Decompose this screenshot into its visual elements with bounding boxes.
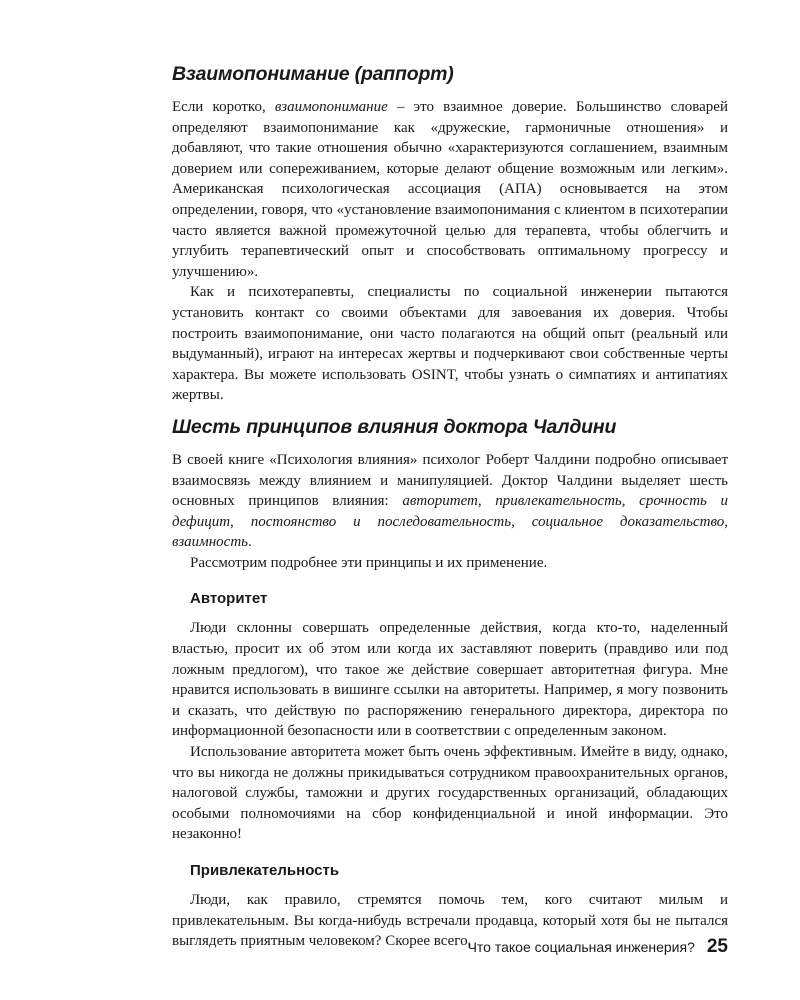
subsection-heading-attractiveness: Привлекательность bbox=[190, 862, 340, 879]
paragraph: Как и психотерапевты, специалисты по социальной инженерии пытаются установить контакт со своими объектами для завоевания их доверия. Чтобы построить взаимопонимание, они часто полагаются на общий опыт (реальный или выдуманный), играют на интересах жертвы и подчеркивают свои собственные черты характера. Вы можете использовать OSINT, чтобы узнать о симпатиях и антипатиях жертвы. bbox=[172, 284, 728, 404]
subsection-heading-authority: Авторитет bbox=[190, 590, 268, 608]
running-title: Что такое социальная инженерия? bbox=[467, 939, 695, 955]
paragraph: Рассмотрим подробнее эти принципы и их применение. bbox=[190, 554, 548, 571]
section-heading-cialdini: Шесть принципов влияния доктора Чалдини bbox=[172, 415, 617, 438]
page-footer bbox=[468, 936, 728, 958]
page-number: 25 bbox=[706, 936, 728, 957]
paragraph: В своей книге «Психология влияния» психолог Роберт Чалдини подробно описывает взаимосвязь между влиянием и манипуляцией. Доктор Чалдини выделяет шесть основных принципов влияния: авторитет, привлекательность, срочность и дефицит, постоянство и последовательность, социальное доказательство, взаимность. bbox=[172, 451, 729, 551]
paragraph: Люди склонны совершать определенные действия, когда кто-то, наделенный властью, просит их об этом или когда их заставляют поверить (правдиво или под ложным предлогом), что такое же действие совершает авторитетная фигура. Мне нравится использовать в вишинге ссылки на авторитеты. Например, я могу позвонить и сказать, что действую по распоряжению генерального директора, директора по информационной безопасности или в соответствии с определенным законом. bbox=[172, 620, 728, 740]
paragraph: Использование авторитета может быть очень эффективным. Имейте в виду, однако, что вы никогда не должны прикидываться сотрудником правоохранительных органов, налоговой службы, таможни и других государственных организаций, обладающих особыми полномочиями на сбор конфиденциальной и иной информации. Это незаконно! bbox=[172, 744, 728, 843]
page-body bbox=[172, 60, 728, 952]
paragraph: Если коротко, взаимопонимание – это взаимное доверие. Большинство словарей определяют взаимопонимание как «дружеские, гармоничные отношения» и добавляют, что такие отношения обычно «характеризуются соглашением, взаимным доверием или сопереживанием, которые делают общение возможным или легким». Американская психологическая ассоциация (АПА) основывается на этом определении, говоря, что «установление взаимопонимания с клиентом в психотерапии часто является важной промежуточной целью для терапевта, чтобы облегчить и углубить терапевтический опыт и способствовать оптимальному прогрессу и улучшению». bbox=[172, 99, 728, 280]
section-heading-rapport: Взаимопонимание (раппорт) bbox=[172, 63, 454, 85]
paragraph: Люди, как правило, стремятся помочь тем, кого считают милым и привлекательным. Вы когда-нибудь встречали продавца, который хотя бы не пытался выглядеть приятным человеком? Скорее всего, bbox=[172, 892, 728, 950]
